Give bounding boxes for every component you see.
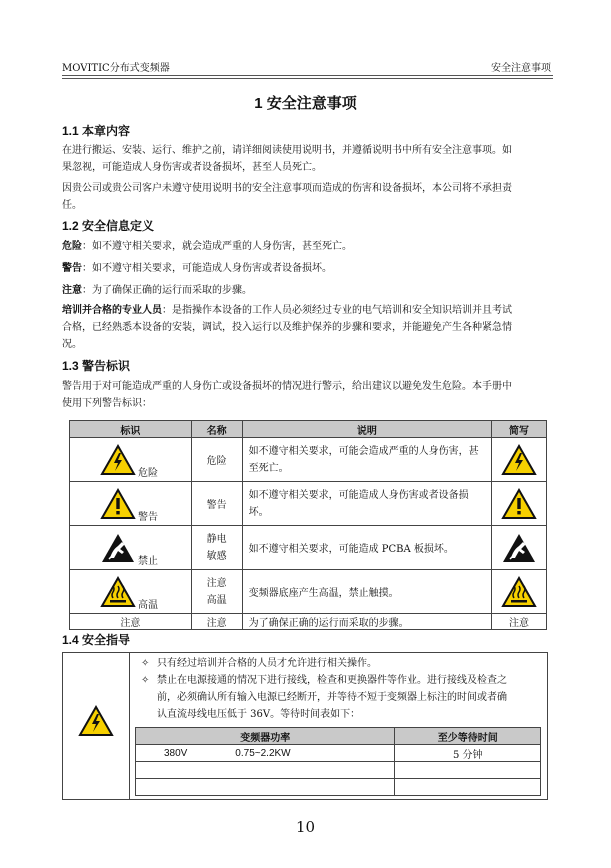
col-header-sign: 标识 xyxy=(70,421,192,438)
table-row xyxy=(70,570,547,614)
sign-name: 危险 xyxy=(191,438,242,482)
esd-icon xyxy=(100,532,136,564)
section-1-1-para-1: 在进行搬运、安装、运行、维护之前，请详细阅读使用说明书，并遵循说明书中所有安全注意事项。如 果忽视，可能造成人身伤害或者设备损坏，甚至人员死亡。 xyxy=(62,145,512,173)
section-1-1-para-2: 因贵公司或贵公司客户未遵守使用说明书的安全注意事项而造成的伤害和设备损坏，本公司将不承担责 任。 xyxy=(62,183,512,211)
section-1-1-heading: 1.1 本章内容 xyxy=(62,124,131,138)
sign-label: 危险 xyxy=(138,468,158,479)
note-definition: 注意：为了确保正确的运行而采取的步骤。 xyxy=(62,285,252,296)
table-row xyxy=(136,779,541,796)
sign-name: 静电 敏感 xyxy=(191,526,242,570)
col-header-short: 简写 xyxy=(492,421,547,438)
bullet-line: 认直流母线电压低于 36V。等待时间表如下： xyxy=(157,709,361,720)
warning-signs-table xyxy=(69,420,547,630)
header-rule xyxy=(62,75,553,76)
exclamation-icon xyxy=(100,488,136,520)
hot-surface-icon xyxy=(501,576,537,608)
sign-name: 注意 高温 xyxy=(191,570,242,614)
bullet-item: ✧ 只有经过培训并合格的人员才允许进行相关操作。 xyxy=(141,655,541,672)
voltage-cell: 380V xyxy=(136,745,216,762)
sign-label: 高温 xyxy=(138,600,158,611)
page-title: 1 安全注意事项 xyxy=(254,95,357,112)
wait-time-table xyxy=(135,727,541,796)
sign-desc: 如不遵守相关要求，可能会造成严重的人身伤害，甚至死亡。 xyxy=(242,438,491,482)
hot-surface-icon xyxy=(100,576,136,608)
table-row xyxy=(70,526,547,570)
col-header-name: 名称 xyxy=(191,421,242,438)
esd-icon xyxy=(501,532,537,564)
box-divider xyxy=(129,653,130,799)
bullet-item: ✧ 禁止在电源接通的情况下进行接线，检查和更换器件等作业。进行接线及检查之 xyxy=(141,672,541,689)
header-rule-2 xyxy=(62,78,553,79)
page-number: 10 xyxy=(295,818,316,836)
section-1-3-heading: 1.3 警告标识 xyxy=(62,359,131,373)
table-row xyxy=(70,482,547,526)
sign-desc: 如不遵守相关要求，可能造成人身伤害或者设备损坏。 xyxy=(242,482,491,526)
header-left: MOVITIC分布式变频器 xyxy=(62,63,170,74)
diamond-bullet-icon: ✧ xyxy=(141,675,150,686)
wait-cell: 5 分钟 xyxy=(395,745,541,762)
warning-definition: 警告：如不遵守相关要求，可能造成人身伤害或者设备损坏。 xyxy=(62,263,332,274)
col-header-power: 变频器功率 xyxy=(136,728,395,745)
sign-desc: 变频器底座产生高温，禁止触摸。 xyxy=(242,570,491,614)
high-voltage-icon xyxy=(100,444,136,476)
exclamation-icon xyxy=(501,488,537,520)
header-right: 安全注意事项 xyxy=(491,63,551,74)
section-1-4-heading: 1.4 安全指导 xyxy=(62,633,131,647)
sign-short: 注意 xyxy=(492,614,547,630)
high-voltage-icon xyxy=(501,444,537,476)
sign-name: 注意 xyxy=(191,614,242,630)
professional-definition: 培训并合格的专业人员：是指操作本设备的工作人员必须经过专业的电气培训和安全知识培训并且考试 合格，已经熟悉本设备的安装，调试，投入运行以及维护保养的步骤和要求，并能避免产生各种紧急情 况。 xyxy=(62,305,512,350)
high-voltage-icon xyxy=(78,705,114,737)
sign-label: 禁止 xyxy=(138,556,158,567)
section-1-3-para: 警告用于对可能造成严重的人身伤亡或设备损坏的情况进行警示，给出建议以避免发生危险。本手册中 使用下列警告标识： xyxy=(62,381,512,409)
diamond-bullet-icon: ✧ xyxy=(141,658,150,669)
sign-name: 警告 xyxy=(191,482,242,526)
bullet-line: 前，必须确认所有输入电源已经断开，并等待不短于变频器上标注的时间或者确 xyxy=(157,692,507,703)
table-row xyxy=(70,438,547,482)
power-cell: 0.75~2.2KW xyxy=(215,745,395,762)
sign-desc: 为了确保正确的运行而采取的步骤。 xyxy=(242,614,491,630)
col-header-wait: 至少等待时间 xyxy=(395,728,541,745)
table-row xyxy=(70,614,547,630)
sign-label: 注意 xyxy=(70,614,192,630)
table-row xyxy=(136,762,541,779)
sign-desc: 如不遵守相关要求，可能造成 PCBA 板损坏。 xyxy=(242,526,491,570)
col-header-desc: 说明 xyxy=(242,421,491,438)
danger-definition: 危险：如不遵守相关要求，就会造成严重的人身伤害，甚至死亡。 xyxy=(62,241,352,252)
section-1-2-heading: 1.2 安全信息定义 xyxy=(62,219,155,233)
sign-label: 警告 xyxy=(138,512,158,523)
safety-bullets xyxy=(141,655,541,723)
table-row xyxy=(136,745,541,762)
